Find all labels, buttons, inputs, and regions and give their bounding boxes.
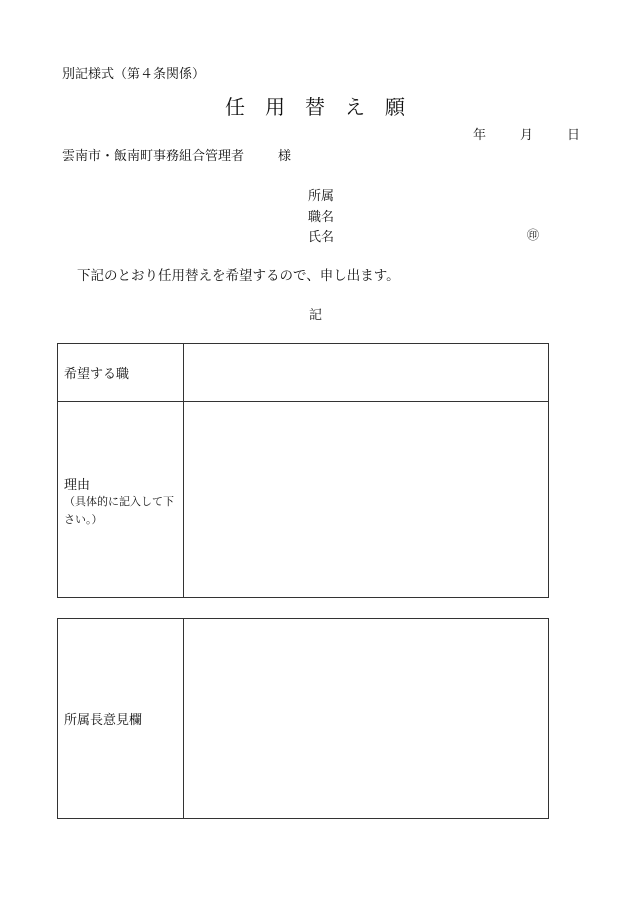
form-label: 別記様式（第４条関係） [62,67,206,82]
supervisor-table [57,618,549,819]
addressee [62,145,291,164]
day-label: 日 [567,128,581,143]
month-label: 月 [520,128,534,143]
year-label: 年 [473,128,487,143]
reason-row [58,402,549,598]
honorific: 様 [278,149,292,164]
supervisor-opinion-row [58,619,549,819]
name-label: 氏名 [308,230,335,245]
date-line [473,124,580,143]
reason-note-line1: （具体的に記入して下 [64,495,174,508]
ki-heading: 記 [309,308,323,323]
desired-position-row [58,344,549,402]
position-label: 職名 [308,210,335,225]
seal-mark: ㊞ [527,228,540,242]
reason-label-cell [58,402,184,598]
desired-position-label: 希望する職 [58,344,184,402]
request-table [57,343,549,598]
desired-position-field[interactable] [184,344,549,402]
addressee-name: 雲南市・飯南町事務組合管理者 [62,149,245,164]
supervisor-opinion-label: 所属長意見欄 [58,619,184,819]
supervisor-opinion-field[interactable] [184,619,549,819]
reason-note-line2: さい。） [64,513,103,526]
page-title: 任 用 替 え 願 [225,95,405,119]
reason-label: 理由 [64,478,91,493]
request-statement: 下記のとおり任用替えを希望するので、申し出ます。 [77,268,400,284]
reason-field[interactable] [184,402,549,598]
affiliation-label: 所属 [308,189,335,204]
